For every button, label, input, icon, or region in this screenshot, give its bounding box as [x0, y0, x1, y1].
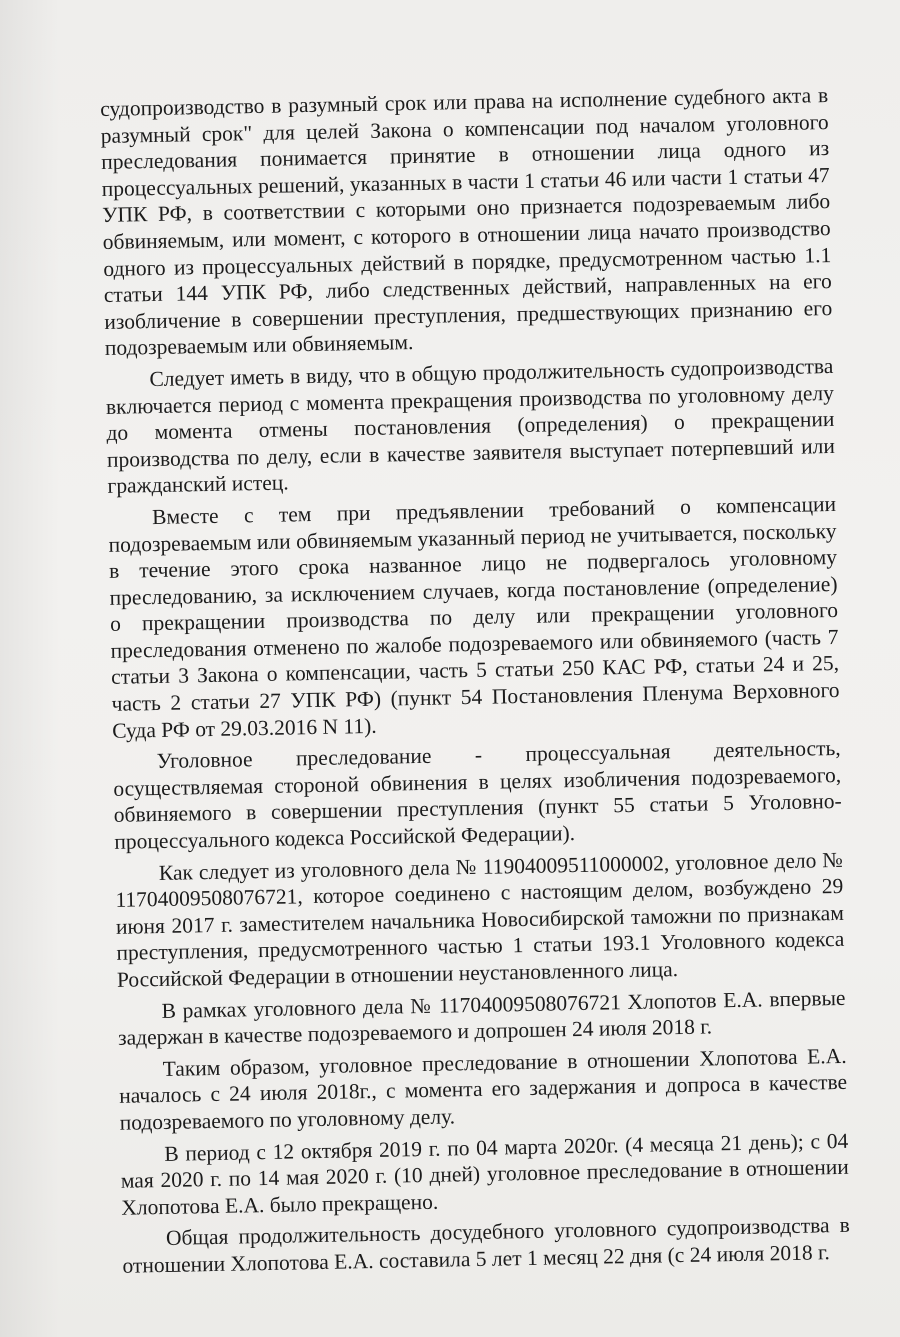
paragraph-indent	[106, 386, 150, 387]
paragraph	[122, 1212, 851, 1279]
paragraph-text: Следует иметь в виду, что в общую продолжительность судопроизводства включается период с момента прекращения производства по уголовному делу до момента отмены постановления (определения) о прекращении производства по делу, если в качестве заявителя выступает потерпевший или гражданский истец.	[105, 353, 836, 499]
document-body	[100, 82, 851, 1284]
paragraph-indent	[108, 524, 152, 525]
paragraph-text: Таким образом, уголовное преследование в отношении Хлопотова Е.А. началось с 24 июля 2018г., с момента его задержания и допроса в качестве подозреваемого по уголовному делу.	[118, 1043, 848, 1135]
paragraph-indent	[119, 1076, 163, 1077]
paragraph	[115, 847, 845, 994]
paragraph-text: Вместе с тем при предъявлении требований о компенсации подозреваемым или обвиняемым указанный период не учитывается, поскольку в течение этого срока названное лицо не подвергалось уголовному преследованию, за исключением случаев, когда постановление (определение) о прекращении производства по делу или прекращении уголовного преследования отменено по жалобе подозреваемого или обвиняемого (часть 7 статьи 3 Закона о компенсации, часть 5 статьи 250 КАС РФ, статьи 24 и 25, часть 2 статьи 27 УПК РФ) (пункт 54 Постановления Пленума Верховного Суда РФ от 29.03.2016 N 11).	[108, 491, 840, 743]
paragraph	[105, 353, 835, 500]
paragraph	[108, 491, 840, 744]
paragraph-text: В период с 12 октября 2019 г. по 04 марта 2020г. (4 месяца 21 день); с 04 мая 2020 г. по 14 мая 2020 г. (10 дней) уголовное преследование в отношении Хлопотова Е.А. было прекращено.	[120, 1128, 849, 1220]
paragraph-text: Уголовное преследование - процессуальная деятельность, осуществляемая стороной обвинения в целях изобличения подозреваемого, обвиняемого в совершении преступления (пункт 55 статьи 5 Уголовно-процессуального кодекса Российской Федерации).	[113, 736, 842, 854]
paragraph-indent	[113, 768, 157, 769]
paragraph-text: В рамках уголовного дела № 11704009508076721 Хлопотов Е.А. впервые задержан в качестве подозреваемого и допрошен 24 июля 2018 г.	[117, 985, 846, 1051]
paragraph-indent	[118, 1018, 162, 1019]
paragraph-text: судопроизводство в разумный срок или права на исполнение судебного акта в разумный срок" для целей Закона о компенсации под началом уголовного преследования понимается принятие в отношении лица одного из процессуальных решений, указанных в части 1 статьи 46 или части 1 статьи 47 УПК РФ, в соответствии с которыми оно признается подозреваемым либо обвиняемым, или момент, с которого в отношении лица начато производство одного из процессуальных действий в порядке, предусмотренном частью 1.1 статьи 144 УПК РФ, либо следственных действий, направленных на его изобличение в совершении преступления, предшествующих признанию его подозреваемым или обвиняемым.	[100, 83, 833, 361]
paragraph	[117, 984, 846, 1051]
paragraph-indent	[122, 1245, 166, 1246]
paragraph-indent	[115, 880, 159, 881]
paragraph	[120, 1127, 849, 1221]
paragraph-continuation	[100, 82, 833, 362]
paragraph	[118, 1043, 847, 1137]
paragraph	[113, 735, 843, 855]
paragraph-text: Общая продолжительность досудебного уголовного судопроизводства в отношении Хлопотова Е.А. составила 5 лет 1 месяц 22 дня (с 24 июля 2018 г.	[122, 1213, 851, 1278]
paragraph-indent	[120, 1161, 164, 1162]
paragraph-text: Как следует из уголовного дела № 11904009511000002, уголовное дело № 11704009508076721, которое соединено с настоящим делом, возбуждено 29 июня 2017 г. заместителем начальника Новосибирской таможни по признакам преступления, предусмотренного частью 1 статьи 193.1 Уголовного кодекса Российской Федерации в отношении неустановленного лица.	[115, 847, 845, 992]
